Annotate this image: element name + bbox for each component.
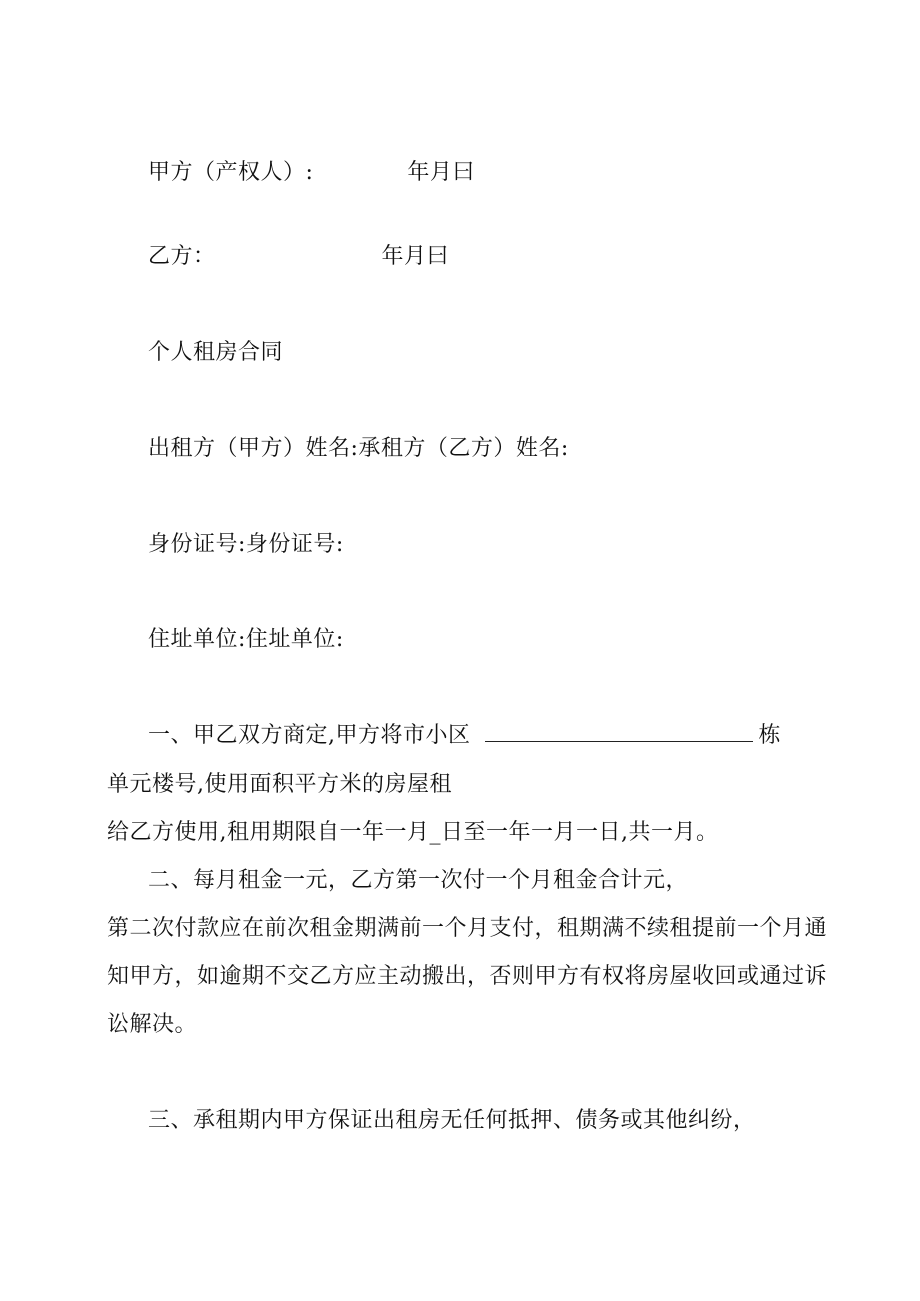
address-line: 住址单位:住址单位: [148,627,344,652]
clause-1-line-2: 单元楼号,使用面积平方米的房屋租 [107,772,452,797]
clause-3-line-1: 三、承租期内甲方保证出租房无任何抵押、债务或其他纠纷， [148,1108,756,1133]
fill-in-blank [485,721,753,742]
clause-2-line-3: 知甲方，如逾期不交乙方应主动搬出，否则甲方有权将房屋收回或通过诉 [107,964,828,989]
clause-1-text: 一、甲乙双方商定,甲方将市小区 [148,723,471,748]
party-b-date: 年月曰 [381,244,450,269]
party-a-date: 年月曰 [407,160,475,185]
party-a-row [148,158,475,188]
clause-1-end: 栋 [758,723,782,748]
party-b-label: 乙方： [148,244,216,269]
party-b-row [148,242,449,272]
clause-2-line-2: 第二次付款应在前次租金期满前一个月支付，租期满不续租提前一个月通 [107,916,828,941]
name-line: 出租方（甲方）姓名:承租方（乙方）姓名: [148,436,569,461]
party-a-label: 甲方（产权人）: [148,160,314,185]
clause-2-line-1: 二、每月租金一元，乙方第一次付一个月租金合计元， [148,868,689,893]
clause-1-line-3: 给乙方使用,租用期限自一年一月_日至一年一月一日,共一月。 [107,820,719,845]
id-number-line: 身份证号:身份证号: [148,532,344,557]
contract-title: 个人租房合同 [148,340,284,365]
clause-1-line-1 [148,721,781,751]
clause-2-line-4: 讼解决。 [107,1012,198,1037]
